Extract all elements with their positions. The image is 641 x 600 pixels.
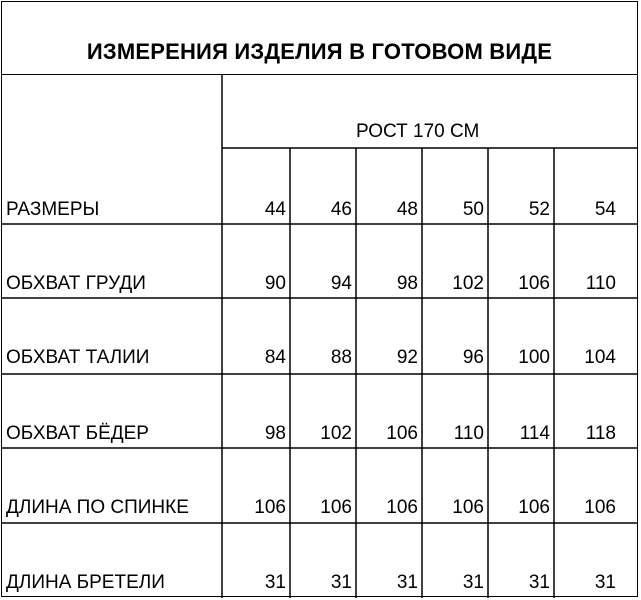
value-cell: 104 bbox=[584, 347, 616, 368]
value-cell: 31 bbox=[462, 572, 484, 593]
value-cell: 44 bbox=[264, 199, 286, 220]
row-label: ОБХВАТ ТАЛИИ bbox=[6, 347, 150, 368]
value-cell: 31 bbox=[528, 572, 550, 593]
value-cell: 88 bbox=[330, 347, 352, 368]
value-cell: 106 bbox=[320, 497, 352, 518]
row-label: ДЛИНА ПО СПИНКЕ bbox=[6, 497, 189, 518]
table-title: ИЗМЕРЕНИЯ ИЗДЕЛИЯ В ГОТОВОМ ВИДЕ bbox=[86, 39, 553, 64]
value-cell: 90 bbox=[264, 273, 286, 294]
value-cell: 106 bbox=[254, 497, 286, 518]
value-cell: 31 bbox=[396, 572, 418, 593]
value-cell: 50 bbox=[462, 199, 484, 220]
row-label: ОБХВАТ БЁДЕР bbox=[6, 423, 149, 444]
value-cell: 118 bbox=[585, 423, 616, 444]
value-cell: 31 bbox=[594, 572, 616, 593]
value-cell: 98 bbox=[396, 273, 418, 294]
value-cell: 98 bbox=[264, 423, 286, 444]
value-cell: 106 bbox=[386, 497, 418, 518]
row-label: ОБХВАТ ГРУДИ bbox=[6, 273, 146, 294]
value-cell: 106 bbox=[518, 497, 550, 518]
row-label: ДЛИНА БРЕТЕЛИ bbox=[6, 572, 165, 593]
value-cell: 52 bbox=[528, 199, 550, 220]
value-cell: 114 bbox=[519, 423, 550, 444]
value-cell: 48 bbox=[396, 199, 418, 220]
value-cell: 102 bbox=[320, 423, 352, 444]
value-cell: 84 bbox=[264, 347, 286, 368]
height-label: РОСТ 170 СМ bbox=[356, 121, 480, 142]
value-cell: 102 bbox=[452, 273, 484, 294]
value-cell: 106 bbox=[386, 423, 418, 444]
value-cell: 94 bbox=[330, 273, 352, 294]
value-cell: 54 bbox=[594, 199, 616, 220]
value-cell: 31 bbox=[330, 572, 352, 593]
value-cell: 110 bbox=[585, 273, 616, 294]
value-cell: 46 bbox=[330, 199, 352, 220]
value-cell: 92 bbox=[396, 347, 418, 368]
value-cell: 110 bbox=[453, 423, 484, 444]
value-cell: 106 bbox=[452, 497, 484, 518]
value-cell: 31 bbox=[264, 572, 286, 593]
value-cell: 100 bbox=[518, 347, 550, 368]
value-cell: 106 bbox=[584, 497, 616, 518]
row-label: РАЗМЕРЫ bbox=[6, 199, 100, 220]
value-cell: 96 bbox=[462, 347, 484, 368]
value-cell: 106 bbox=[518, 273, 550, 294]
